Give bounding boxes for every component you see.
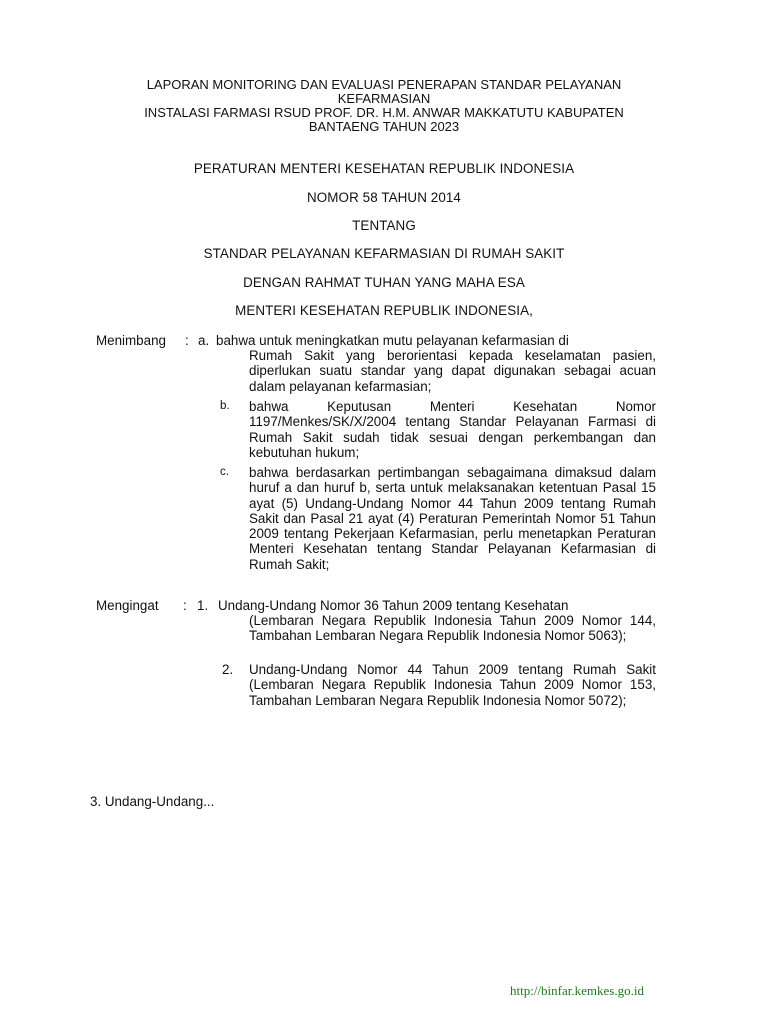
menimbang-label: Menimbang <box>96 333 166 348</box>
mengingat-item-2-text: Undang-Undang Nomor 44 Tahun 2009 tentang Rumah Sakit (Lembaran Negara Republik Indonesia Tahun 2009 Nomor 153, Tambahan Lembaran Negara Republik Indonesia Nomor 5072); <box>249 662 656 708</box>
mengingat-colon: : <box>183 598 187 613</box>
footer-url-link[interactable]: http://binfar.kemkes.go.id <box>510 983 644 998</box>
header-line-1: LAPORAN MONITORING DAN EVALUASI PENERAPAN STANDAR PELAYANAN <box>146 77 622 92</box>
mengingat-item-2-marker: 2. <box>222 662 234 677</box>
header-line-3: INSTALASI FARMASI RSUD PROF. DR. H.M. ANWAR MAKKATUTU KABUPATEN <box>144 105 624 120</box>
mengingat-item-1-marker: 1. <box>197 598 209 613</box>
regulation-minister: MENTERI KESEHATAN REPUBLIK INDONESIA, <box>235 303 533 318</box>
regulation-grace: DENGAN RAHMAT TUHAN YANG MAHA ESA <box>243 275 525 290</box>
mengingat-item-1-first-line: Undang-Undang Nomor 36 Tahun 2009 tentang Kesehatan <box>218 598 569 613</box>
menimbang-item-c-text: bahwa berdasarkan pertimbangan sebagaimana dimaksud dalam huruf a dan huruf b, serta untuk melaksanakan ketentuan Pasal 15 ayat (5) Undang-Undang Nomor 44 Tahun 2009 tentang Rumah Sakit dan Pasal 21 ayat (4) Peraturan Pemerintah Nomor 51 Tahun 2009 tentang Pekerjaan Kefarmasian, perlu menetapkan Peraturan Menteri Kesehatan tentang Standar Pelayanan Kefarmasian di Rumah Sakit; <box>249 465 656 572</box>
header-line-2: KEFARMASIAN <box>337 91 431 106</box>
header-line-4: BANTAENG TAHUN 2023 <box>308 119 460 134</box>
regulation-number: NOMOR 58 TAHUN 2014 <box>307 190 461 205</box>
menimbang-item-c-marker: c. <box>220 466 229 478</box>
regulation-about: TENTANG <box>352 218 416 233</box>
menimbang-item-b-marker: b. <box>220 400 230 412</box>
continuation-marker: 3. Undang-Undang... <box>90 794 215 809</box>
menimbang-item-a-first-line: bahwa untuk meningkatkan mutu pelayanan kefarmasian di <box>216 333 569 348</box>
menimbang-colon: : <box>185 333 189 348</box>
menimbang-item-a-text: Rumah Sakit yang berorientasi kepada keselamatan pasien, diperlukan suatu standar yang dapat digunakan sebagai acuan dalam pelayanan kefarmasian; <box>249 348 656 394</box>
mengingat-label: Mengingat <box>96 598 159 613</box>
regulation-subject: STANDAR PELAYANAN KEFARMASIAN DI RUMAH SAKIT <box>203 246 565 261</box>
regulation-title: PERATURAN MENTERI KESEHATAN REPUBLIK INDONESIA <box>193 161 575 176</box>
menimbang-item-a-marker: a. <box>198 333 210 348</box>
mengingat-item-1-text: (Lembaran Negara Republik Indonesia Tahun 2009 Nomor 144, Tambahan Lembaran Negara Republik Indonesia Nomor 5063); <box>249 613 656 644</box>
menimbang-item-b-text: bahwa Keputusan Menteri Kesehatan Nomor 1197/Menkes/SK/X/2004 tentang Standar Pelayanan Farmasi di Rumah Sakit sudah tidak sesuai dengan perkembangan dan kebutuhan hukum; <box>249 399 656 460</box>
report-header <box>100 78 668 134</box>
